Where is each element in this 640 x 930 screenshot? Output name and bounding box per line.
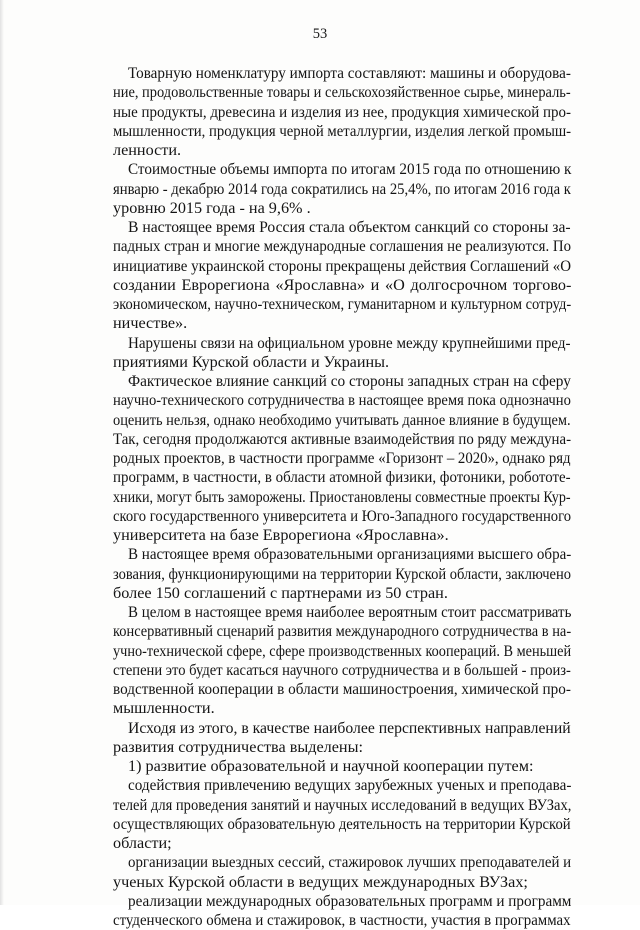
text-line: Товарную номенклатуру импорта составляют: машины и оборудова- [128,64,571,82]
text-line: степени это будет касаться научного сотрудничества и в большей - произ- [113,660,571,679]
text-line: оценить нельзя, однако необходимо учитывать данное влияние в будущем. [113,410,571,429]
text-line: мышленности. [113,699,215,718]
text-line: мышленности, продукция черной металлургии, изделия легкой промыш- [113,121,572,140]
text-line: Нарушены связи на официальном уровне между крупнейшими пред- [128,333,571,352]
text-line: родных проектов, в частности программе «Горизонт – 2020», однако ряд [113,449,571,467]
text-line: экономическом, научно-техническом, гуманитарном и культурном сотруд- [113,295,572,313]
text-line: консервативный сценарий развития международного сотрудничества в на- [113,622,572,641]
text-line: ленности. [113,141,182,159]
text-line: Исходя из этого, в качестве наиболее перспективных направлений [128,718,571,737]
text-line: январю - декабрю 2014 года сократились на 25,4%, по итогам 2016 года к [113,179,571,198]
text-line: В целом в настоящее время наиболее вероятным стоит рассматривать [128,603,572,621]
text-line: развития сотрудничества выделены: [113,737,363,756]
text-line: реализации международных образовательных программ и программ [128,891,572,910]
text-line: Фактическое влияние санкций со стороны западных стран на сферу [128,372,571,390]
text-line: телей для проведения занятий и научных исследований в ведущих ВУЗах, [113,795,572,814]
text-line: Так, сегодня продолжаются активные взаимодействия по ряду междуна- [113,429,572,448]
text-line: падных стран и многие международные соглашения не реализуются. По [113,237,572,256]
text-line: зования, функционирующими на территории Курской области, заключено [113,564,571,583]
page-number: 53 [312,26,328,42]
text-line: университета на базе Еврорегиона «Ярославна». [113,526,449,544]
text-line: организации выездных сессий, стажировок лучших преподавателей и [128,853,572,872]
text-line: студенческого обмена и стажировок, в частности, участия в программах [113,911,571,929]
text-line: Стоимостные объемы импорта по итогам 2015 года по отношению к [128,160,572,179]
text-line: создании Еврорегиона «Ярославна» и «О долгосрочном торгово- [113,275,572,294]
text-line: инициативе украинской стороны прекращены действия Соглашений «О [113,256,572,275]
text-line: хники, могут быть заморожены. Приостановлены совместные проекты Кур- [113,487,571,506]
text-line: научно-технического сотрудничества в настоящее время пока однозначно [113,391,571,410]
text-line: ского государственного университета и Юго-Западного государственного [113,506,572,525]
text-line: области; [113,834,172,852]
text-line: ученых Курской области в ведущих международных ВУЗах; [113,872,528,891]
text-line: ничестве». [113,314,188,333]
text-line: водственной кооперации в области машиностроения, химической про- [113,680,571,698]
text-line: содействия привлечению ведущих зарубежных ученых и преподава- [128,776,572,795]
text-line: программ, в частности, в области атомной физики, фотоники, робототе- [113,468,571,487]
text-line: 1) развитие образовательной и научной кооперации путем: [128,757,534,775]
text-line: уровню 2015 года - на 9,6% . [113,198,311,217]
text-line: В настоящее время Россия стала объектом санкций со стороны за- [128,218,571,236]
text-line: приятиями Курской области и Украины. [113,352,390,371]
text-line: ние, продовольственные товары и сельскохозяйственное сырье, минераль- [113,83,571,102]
text-line: В настоящее время образовательными организациями высшего обра- [128,545,572,564]
text-line: осуществляющих образовательную деятельность на территории Курской [113,814,571,833]
text-line: более 150 соглашений с партнерами из 50 стран. [113,583,448,602]
text-line: ные продукты, древесина и изделия из нее, продукция химической про- [113,102,571,121]
text-line: учно-технической сфере, сфере производственных коопераций. В меньшей [113,641,572,660]
